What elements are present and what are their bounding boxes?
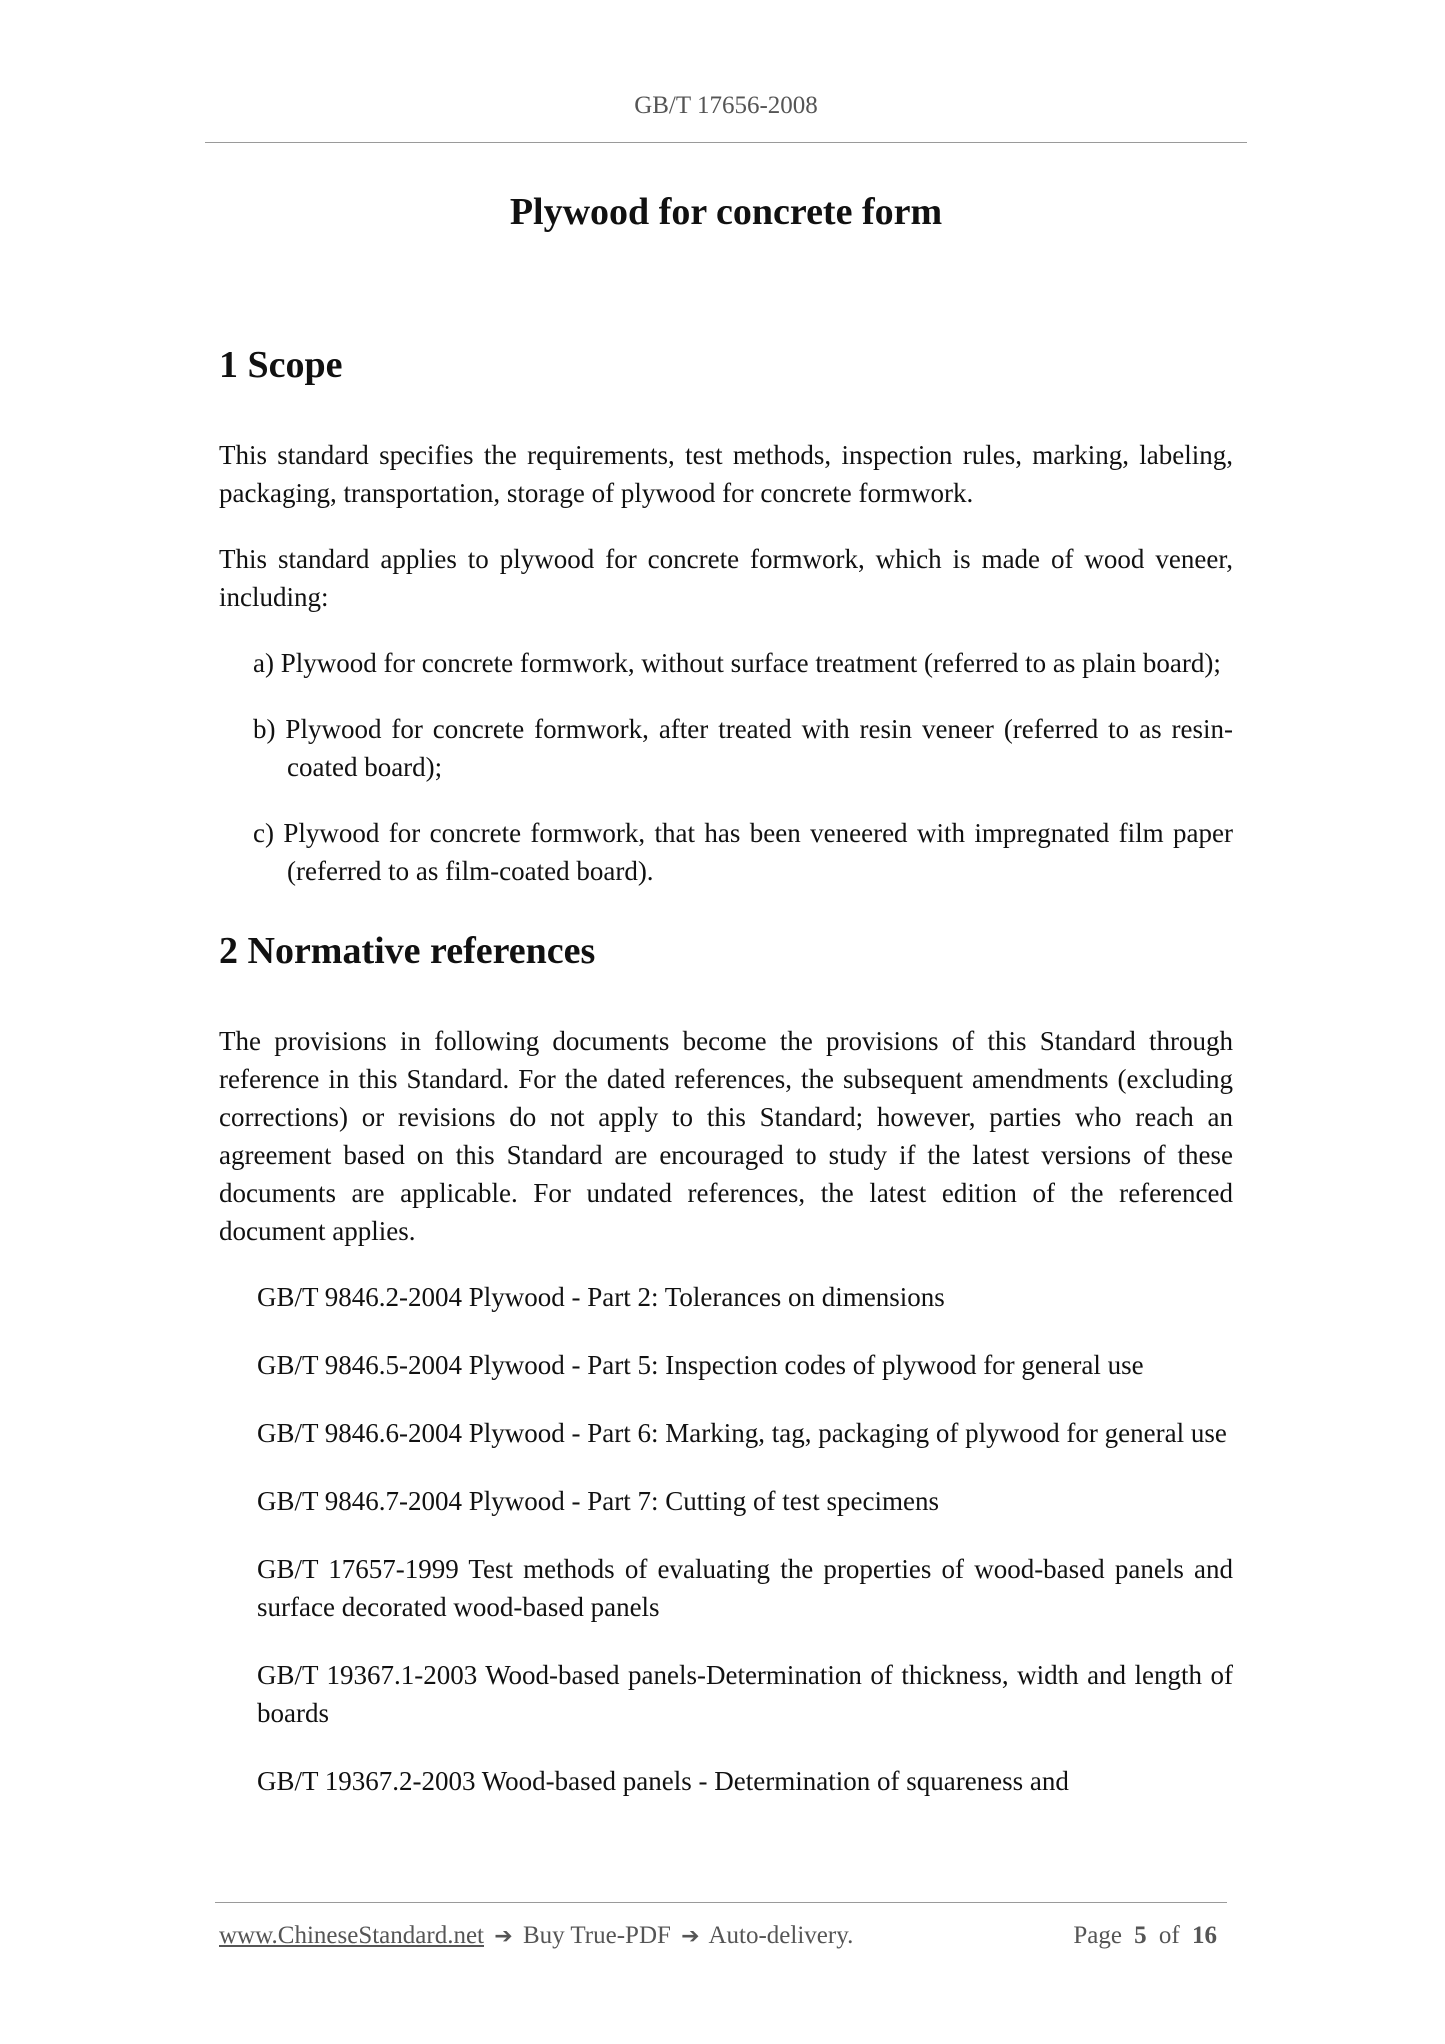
scope-paragraph: This standard specifies the requirements, test methods, inspection rules, marking, labeling, packaging, transportation, storage of plywood for concrete formwork.	[219, 440, 1233, 508]
section-heading-normative-references: 2 Normative references	[219, 930, 596, 972]
page-total: 16	[1192, 1922, 1217, 1949]
scope-list-item: b) Plywood for concrete formwork, after treated with resin veneer (referred to as resin-coated board);	[253, 714, 1233, 782]
page-label: Page	[1073, 1922, 1122, 1949]
reference-item: GB/T 9846.2-2004 Plywood - Part 2: Tolerances on dimensions	[257, 1282, 945, 1312]
auto-delivery-text: Auto-delivery.	[708, 1922, 854, 1949]
buy-true-pdf-text: Buy True-PDF	[522, 1922, 671, 1949]
reference-item: GB/T 19367.1-2003 Wood-based panels-Determination of thickness, width and length of boards	[257, 1660, 1233, 1728]
reference-item: GB/T 9846.6-2004 Plywood - Part 6: Marking, tag, packaging of plywood for general use	[257, 1418, 1227, 1448]
reference-item: GB/T 19367.2-2003 Wood-based panels - Determination of squareness and	[257, 1766, 1069, 1796]
scope-list-item: c) Plywood for concrete formwork, that has been veneered with impregnated film paper (referred to as film-coated board).	[253, 818, 1233, 886]
document-title: Plywood for concrete form	[509, 191, 943, 233]
scope-list-item: a) Plywood for concrete formwork, without surface treatment (referred to as plain board);	[253, 648, 1221, 678]
reference-item: GB/T 9846.7-2004 Plywood - Part 7: Cutting of test specimens	[257, 1486, 939, 1516]
running-header: GB/T 17656-2008	[634, 92, 818, 119]
footer-promo	[219, 1922, 853, 1950]
section-heading-scope: 1 Scope	[219, 344, 343, 386]
page-of-label: of	[1158, 1922, 1180, 1949]
reference-item: GB/T 17657-1999 Test methods of evaluating the properties of wood-based panels and surface decorated wood-based panels	[257, 1554, 1233, 1622]
reference-item: GB/T 9846.5-2004 Plywood - Part 5: Inspection codes of plywood for general use	[257, 1350, 1144, 1380]
document-body	[219, 338, 1233, 1830]
website-link[interactable]: www.ChineseStandard.net	[219, 1922, 484, 1949]
right-arrow-icon: ➔	[494, 1924, 513, 1949]
right-arrow-icon: ➔	[681, 1924, 700, 1949]
footer-divider	[215, 1902, 1227, 1903]
scope-paragraph: This standard applies to plywood for concrete formwork, which is made of wood veneer, including:	[219, 544, 1233, 612]
page-current: 5	[1134, 1922, 1147, 1949]
page-number	[1073, 1922, 1223, 1950]
header-divider	[205, 142, 1247, 143]
references-intro-paragraph: The provisions in following documents become the provisions of this Standard through reference in this Standard. For the dated references, the subsequent amendments (excluding corrections) or revisions do not apply to this Standard; however, parties who reach an agreement based on this Standard are encouraged to study if the latest versions of these documents are applicable. For undated references, the latest edition of the referenced document applies.	[219, 1026, 1233, 1246]
